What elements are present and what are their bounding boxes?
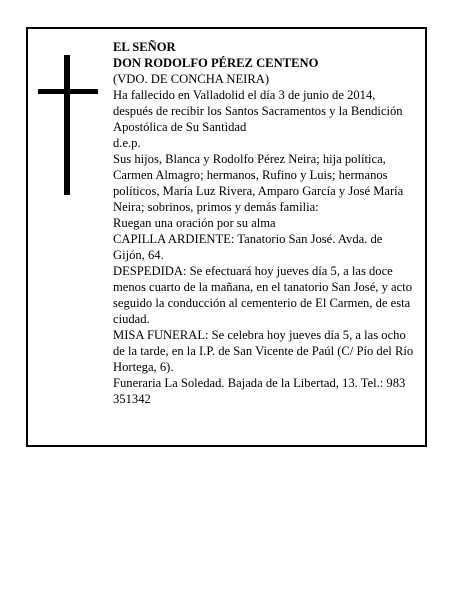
prayer-text: Ruegan una oración por su alma <box>113 216 276 230</box>
widower-note: (VDO. DE CONCHA NEIRA) <box>113 72 270 86</box>
obituary-text <box>113 39 415 407</box>
farewell-text: DESPEDIDA: Se efectuará hoy jueves día 5, a las doce menos cuarto de la mañana, en el tanatorio San José, y acto seguido la conducción al cementerio de El Carmen, de esta ciudad. <box>113 264 412 326</box>
title-line-1: EL SEÑOR <box>113 40 176 54</box>
cross-vertical-bar <box>64 55 70 195</box>
dep-text: d.e.p. <box>113 136 141 150</box>
chapel-text: CAPILLA ARDIENTE: Tanatorio San José. Avda. de Gijón, 64. <box>113 232 383 262</box>
deceased-name: DON RODOLFO PÉREZ CENTENO <box>113 56 319 70</box>
cross-icon <box>38 55 98 195</box>
announcement-text: Ha fallecido en Valladolid el día 3 de junio de 2014, después de recibir los Santos Sacramentos y la Bendición Apostólica de Su Santidad <box>113 88 403 134</box>
cross-horizontal-bar <box>38 89 98 94</box>
funeral-home-text: Funeraria La Soledad. Bajada de la Libertad, 13. Tel.: 983 351342 <box>113 376 406 406</box>
mass-text: MISA FUNERAL: Se celebra hoy jueves día 5, a las ocho de la tarde, en la I.P. de San Vicente de Paúl (C/ Pío del Río Hortega, 6). <box>113 328 414 374</box>
family-text: Sus hijos, Blanca y Rodolfo Pérez Neira; hija política, Carmen Almagro; hermanos, Rufino y Luis; hermanos políticos, María Luz Rivera, Amparo García y José María Neira; sobrinos, primos y demás familia: <box>113 152 404 214</box>
